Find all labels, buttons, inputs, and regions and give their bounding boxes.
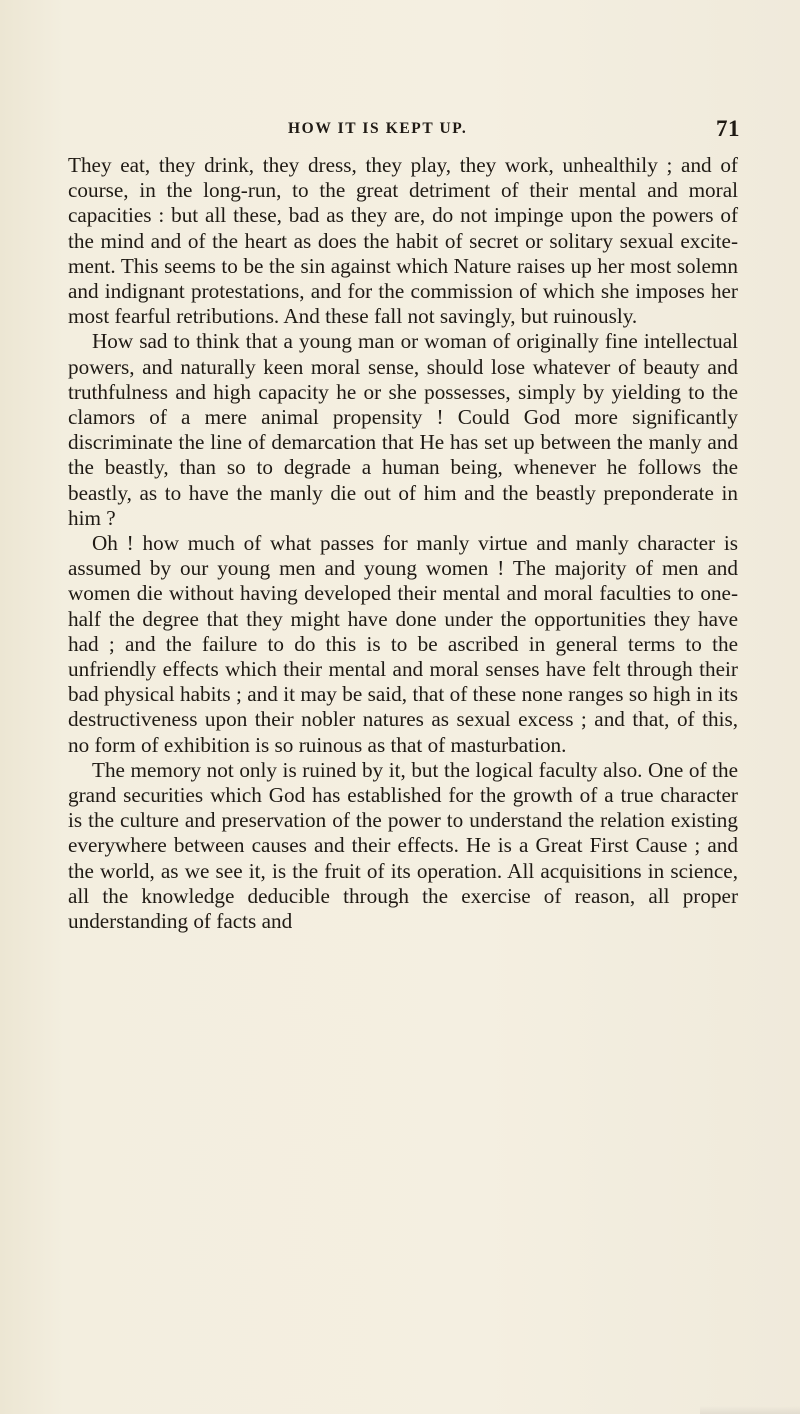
paragraph-1: They eat, they drink, they dress, they play, they work, unhealthily ; and of course, in the long-run, to the great detriment of their mental and moral capacities : but all these, bad as they are, do not impinge upon the powers of the mind and of the heart as does the habit of secret or solitary sexual excitement. This seems to be the sin against which Nature raises up her most solemn and indignant protestations, and for the commission of which she imposes her most fearful retributions. And these fall not savingly, but ruinously.	[68, 153, 738, 329]
paragraph-3: Oh ! how much of what passes for manly virtue and manly character is assumed by our young men and young women ! The majority of men and women die without having developed their mental and moral faculties to one-half the degree that they might have done under the opportunities they have had ; and the failure to do this is to be ascribed in general terms to the unfriendly effects which their mental and moral senses have felt through their bad physical habits ; and it may be said, that of these none ranges so high in its destructiveness upon their nobler natures as sexual excess ; and that, of this, no form of exhibition is so ruinous as that of masturbation.	[68, 531, 738, 757]
paragraph-2: How sad to think that a young man or woman of originally fine intellectual powers, and naturally keen moral sense, should lose whatever of beauty and truthfulness and high capacity he or she possesses, simply by yielding to the clamors of a mere animal propensity ! Could God more significantly discriminate the line of demarcation that He has set up between the manly and the beastly, than so to degrade a human being, whenever he follows the beastly, as to have the manly die out of him and the beastly preponderate in him ?	[68, 329, 738, 530]
page-edge-shadow	[700, 1406, 800, 1414]
running-head: HOW IT IS KEPT UP.	[288, 120, 468, 137]
paragraph-4: The memory not only is ruined by it, but the logical faculty also. One of the grand securities which God has established for the growth of a true character is the culture and preservation of the power to understand the relation existing everywhere between causes and their effects. He is a Great First Cause ; and the world, as we see it, is the fruit of its operation. All acquisitions in science, all the knowledge deducible through the exercise of reason, all proper understanding of facts and	[68, 757, 738, 934]
page-number: 71	[716, 116, 740, 141]
body-text	[68, 153, 738, 934]
page-header	[232, 116, 740, 142]
